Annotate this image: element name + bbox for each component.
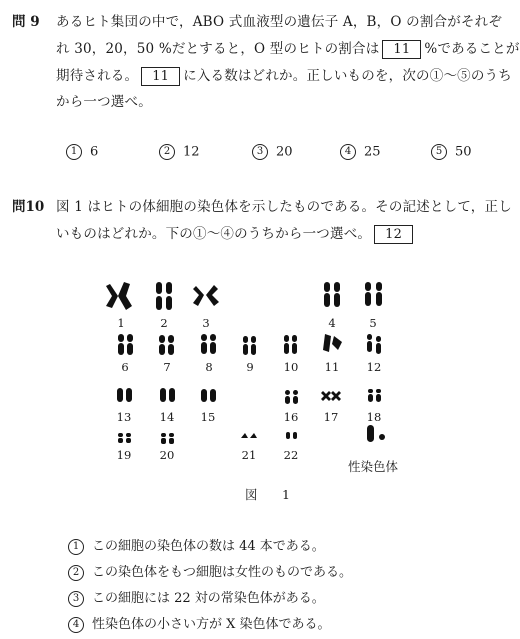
chromosome-label: 12: [366, 360, 382, 374]
q9-text-line4: から一つ選べ。: [56, 94, 152, 110]
q9-text-line2b: %であることが: [424, 41, 520, 57]
chromosome-pair-5: [365, 282, 382, 306]
chromosome-label: 17: [323, 410, 339, 424]
sex-chromosome-label: 性染色体: [348, 459, 399, 474]
chromosome-label: 22: [283, 448, 299, 462]
chromosome-pair-19: [118, 433, 131, 443]
chromosome-pair-6: [118, 334, 133, 355]
choice-mark: 3: [252, 144, 268, 160]
chromosome-pair-11: [323, 334, 342, 352]
chromosome-label: 20: [159, 448, 175, 462]
chromosome-label: 21: [241, 448, 257, 462]
chromosome-pair-17: [321, 391, 341, 401]
chromosome-label: 7: [163, 360, 171, 374]
chromosome-pair-1: [106, 282, 132, 310]
choice-value: 20: [276, 144, 293, 160]
q9-text-line3a: 期待される。: [56, 68, 139, 84]
chromosome-pair-18: [368, 389, 381, 402]
statement-mark: 4: [68, 617, 84, 633]
choice-mark: 2: [159, 144, 175, 160]
chromosome-pair-13: [117, 388, 132, 402]
statement-text: この細胞の染色体の数は 44 本である。: [92, 539, 325, 554]
chromosome-label: 9: [246, 360, 254, 374]
chromosome-pair-8: [201, 334, 216, 354]
chromosome-label: 4: [328, 316, 336, 330]
chromosome-pair-3: [193, 285, 219, 306]
choice-value: 12: [183, 144, 200, 160]
q10-statement-3[interactable]: [68, 587, 325, 607]
chromosome-pair-16: [285, 390, 298, 404]
answer-box-11: 11: [382, 40, 421, 59]
q9-text-line1: あるヒト集団の中で，ABO 式血液型の遺伝子 A，B，O の割合がそれぞ: [56, 14, 503, 30]
choice-value: 6: [90, 144, 99, 160]
q10-statement-2[interactable]: [68, 561, 352, 581]
chromosome-label: 2: [160, 316, 168, 330]
q10-text-line2a: いものはどれか。下の①～④のうちから一つ選べ。: [56, 226, 372, 242]
statement-text: この細胞には 22 対の常染色体がある。: [92, 591, 325, 606]
statement-mark: 3: [68, 591, 84, 607]
chromosome-label: 14: [159, 410, 175, 424]
q9-text-line3b: に入る数はどれか。正しいものを，次の①～⑤のうち: [183, 68, 512, 84]
sex-chromosomes: [367, 425, 385, 442]
chromosome-pair-14: [160, 388, 175, 402]
question-10-number: 問10: [12, 199, 45, 215]
chromosome-pair-22: [286, 432, 297, 439]
chromosome-label: 18: [366, 410, 382, 424]
chromosome-label: 16: [283, 410, 299, 424]
choice-value: 50: [455, 144, 472, 160]
chromosome-label: 3: [202, 316, 210, 330]
answer-box-11-ref: 11: [141, 67, 180, 86]
statement-text: この染色体をもつ細胞は女性のものである。: [92, 565, 353, 580]
chromosome-label: 10: [283, 360, 299, 374]
chromosome-label: 1: [117, 316, 125, 330]
q10-statement-1[interactable]: [68, 535, 325, 555]
chromosome-label: 8: [205, 360, 213, 374]
chromosome-label: 6: [121, 360, 129, 374]
choice-mark: 1: [66, 144, 82, 160]
choice-mark: 4: [340, 144, 356, 160]
chromosome-label: 19: [116, 448, 132, 462]
chromosome-pair-12: [367, 334, 381, 354]
chromosome-pair-21: [241, 433, 257, 438]
choice-mark: 5: [431, 144, 447, 160]
statement-mark: 1: [68, 539, 84, 555]
q10-text-line1: 図 1 はヒトの体細胞の染色体を示したものである。その記述として，正し: [56, 199, 512, 215]
chromosome-pair-4: [324, 282, 340, 307]
question-9-number: 問 9: [12, 14, 40, 30]
chromosome-pair-7: [159, 335, 174, 355]
chromosome-label: 15: [200, 410, 216, 424]
chromosome-pair-10: [284, 335, 297, 354]
answer-box-12: 12: [374, 225, 413, 244]
choice-value: 25: [364, 144, 381, 160]
q9-text-line2a: れ 30，20，50 %だとすると，O 型のヒトの割合は: [56, 41, 380, 57]
q10-statement-4[interactable]: [68, 613, 331, 633]
chromosome-pair-2: [156, 282, 172, 310]
statement-mark: 2: [68, 565, 84, 581]
chromosome-label: 5: [369, 316, 377, 330]
figure-caption: 図 1: [245, 487, 296, 502]
chromosome-pair-15: [201, 389, 216, 402]
chromosome-label: 11: [324, 360, 340, 374]
chromosome-label: 13: [116, 410, 132, 424]
chromosome-pair-9: [243, 336, 256, 355]
statement-text: 性染色体の小さい方が X 染色体である。: [92, 617, 331, 632]
chromosome-pair-20: [161, 433, 174, 444]
